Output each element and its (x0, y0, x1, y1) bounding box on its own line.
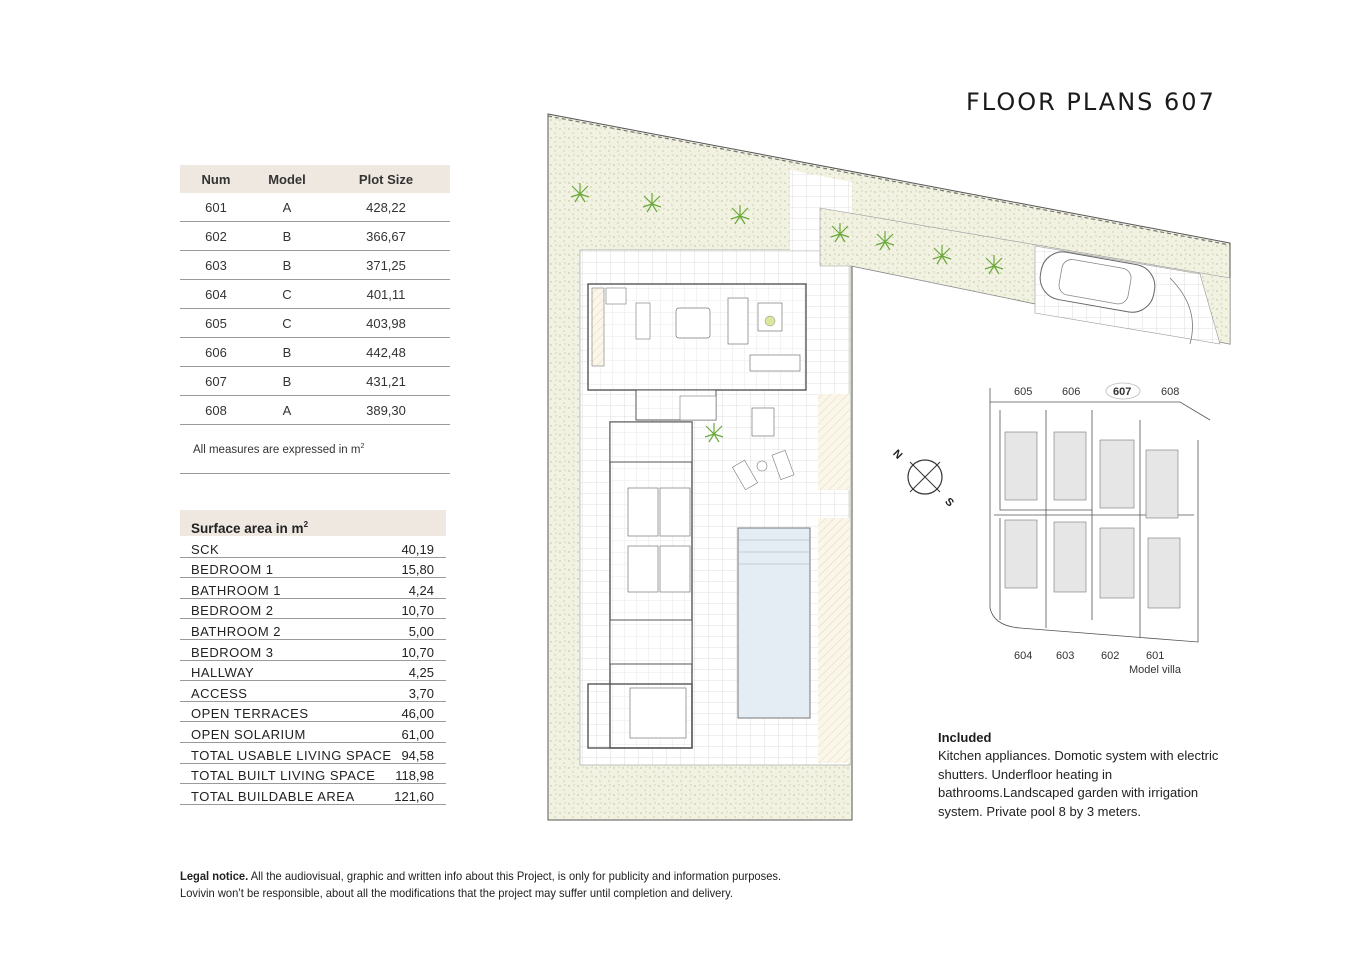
cell-model: C (252, 309, 322, 338)
cell-plot-size: 389,30 (322, 396, 450, 425)
cell-num: 607 (180, 367, 252, 396)
cell-plot-size: 442,48 (322, 338, 450, 367)
surface-area-list (180, 537, 446, 805)
list-item (180, 681, 446, 702)
cell-model: B (252, 338, 322, 367)
surface-value: 46,00 (401, 706, 434, 722)
kitchen-island (636, 303, 650, 339)
lot-label: 606 (1062, 386, 1081, 398)
included-description: Kitchen appliances. Domotic system with electric shutters. Underfloor heating in bathrooms.Landscaped garden with irrigation system. Private pool 8 by 3 meters. (938, 748, 1219, 819)
table-row (180, 280, 450, 309)
surface-area-title: Surface area in m (191, 520, 304, 536)
surface-value: 15,80 (401, 562, 434, 578)
surface-label: OPEN TERRACES (191, 706, 309, 722)
surface-value: 40,19 (401, 541, 434, 557)
page-title: FLOOR PLANS 607 (966, 88, 1216, 116)
measures-note-text: All measures are expressed in m (193, 443, 361, 456)
surface-label: BEDROOM 1 (191, 562, 274, 578)
lot-label: 608 (1161, 386, 1180, 398)
cell-model: B (252, 251, 322, 280)
list-item (180, 764, 446, 785)
list-item (180, 578, 446, 599)
plant-pot (765, 316, 775, 326)
surface-value: 61,00 (401, 726, 434, 742)
legal-text-1: All the audiovisual, graphic and written info about this Project, is only for publicity and information purposes. (248, 869, 782, 883)
cell-model: A (252, 396, 322, 425)
list-item (180, 702, 446, 723)
compass-north: N (890, 447, 905, 462)
surface-label: BEDROOM 2 (191, 603, 274, 619)
compass-south: S (942, 495, 956, 510)
surface-value: 118,98 (395, 768, 434, 784)
bathroom-2 (610, 620, 692, 664)
cell-model: A (252, 193, 322, 222)
cell-plot-size: 366,67 (322, 222, 450, 251)
measures-note (193, 443, 364, 456)
surface-label: SCK (191, 541, 220, 557)
lot-label: 603 (1056, 650, 1075, 662)
surface-value: 10,70 (401, 644, 434, 660)
bed-3 (628, 546, 658, 592)
terrace-table (752, 408, 774, 436)
surface-value: 5,00 (408, 623, 434, 639)
side-table (757, 461, 767, 471)
plot-table-header (180, 165, 450, 193)
legal-label: Legal notice. (180, 869, 249, 883)
site-plan-caption: Model villa (1129, 664, 1181, 676)
legal-notice (180, 868, 831, 902)
measures-note-sup: 2 (360, 443, 365, 450)
bathroom-1 (610, 422, 692, 462)
legal-text-2: Lovivin won’t be responsible, about all the modifications that the project may suffer until completion and delivery. (180, 886, 733, 900)
solarium-strip (818, 518, 850, 763)
sofa (728, 298, 748, 344)
cell-model: C (252, 280, 322, 309)
surface-value: 3,70 (408, 685, 434, 701)
kitchen-unit (606, 288, 626, 304)
cell-plot-size: 431,21 (322, 367, 450, 396)
cell-plot-size: 428,22 (322, 193, 450, 222)
surface-value: 94,58 (401, 747, 434, 763)
lot-label: 601 (1146, 650, 1165, 662)
surface-label: HALLWAY (191, 665, 255, 681)
header-plot-size: Plot Size (322, 165, 450, 193)
lot-label: 604 (1014, 650, 1033, 662)
surface-label: OPEN SOLARIUM (191, 726, 306, 742)
bed-1 (628, 488, 658, 536)
surface-value: 4,25 (408, 665, 434, 681)
surface-value: 4,24 (408, 582, 434, 598)
surface-label: BATHROOM 2 (191, 623, 281, 639)
tv-unit (750, 355, 800, 371)
lot-label-highlight: 607 (1113, 386, 1132, 398)
surface-label: ACCESS (191, 685, 248, 701)
list-item (180, 784, 446, 805)
table-row (180, 251, 450, 280)
cell-num: 608 (180, 396, 252, 425)
swimming-pool (738, 528, 810, 718)
cell-num: 604 (180, 280, 252, 309)
surface-value: 121,60 (394, 788, 434, 804)
included-title: Included (938, 730, 992, 745)
dining-table (676, 308, 710, 338)
cell-num: 603 (180, 251, 252, 280)
surface-label: BEDROOM 3 (191, 644, 274, 660)
list-item (180, 537, 446, 558)
surface-area-title-sup: 2 (303, 520, 309, 529)
cell-num: 605 (180, 309, 252, 338)
header-num: Num (180, 165, 252, 193)
table-row (180, 367, 450, 396)
cell-model: B (252, 367, 322, 396)
cell-plot-size: 403,98 (322, 309, 450, 338)
cell-num: 601 (180, 193, 252, 222)
surface-label: TOTAL USABLE LIVING SPACE (191, 747, 392, 763)
surface-label: TOTAL BUILT LIVING SPACE (191, 768, 376, 784)
list-item (180, 599, 446, 620)
staircase (680, 396, 716, 420)
cell-num: 602 (180, 222, 252, 251)
list-item (180, 743, 446, 764)
list-item (180, 661, 446, 682)
surface-area-header (180, 510, 446, 536)
site-plan-map (980, 380, 1220, 680)
plot-size-table (180, 165, 450, 425)
villa-footprints (1005, 432, 1180, 608)
header-model: Model (252, 165, 322, 193)
surface-value: 10,70 (401, 603, 434, 619)
list-item (180, 722, 446, 743)
cell-plot-size: 401,11 (322, 280, 450, 309)
lot-label: 605 (1014, 386, 1033, 398)
table-row (180, 396, 450, 425)
table-row (180, 338, 450, 367)
list-item (180, 619, 446, 640)
table-row (180, 193, 450, 222)
list-item (180, 558, 446, 579)
bed-4 (660, 546, 690, 592)
cell-plot-size: 371,25 (322, 251, 450, 280)
surface-label: BATHROOM 1 (191, 582, 281, 598)
cell-model: B (252, 222, 322, 251)
solarium-strip (818, 394, 850, 490)
compass-icon (888, 444, 964, 514)
bed-5 (630, 688, 686, 738)
surface-label: TOTAL BUILDABLE AREA (191, 788, 355, 804)
table-row (180, 309, 450, 338)
table-row (180, 222, 450, 251)
bed-2 (660, 488, 690, 536)
cell-num: 606 (180, 338, 252, 367)
list-item (180, 640, 446, 661)
divider (180, 473, 450, 474)
lot-label: 602 (1101, 650, 1120, 662)
kitchen-counter (592, 288, 604, 366)
